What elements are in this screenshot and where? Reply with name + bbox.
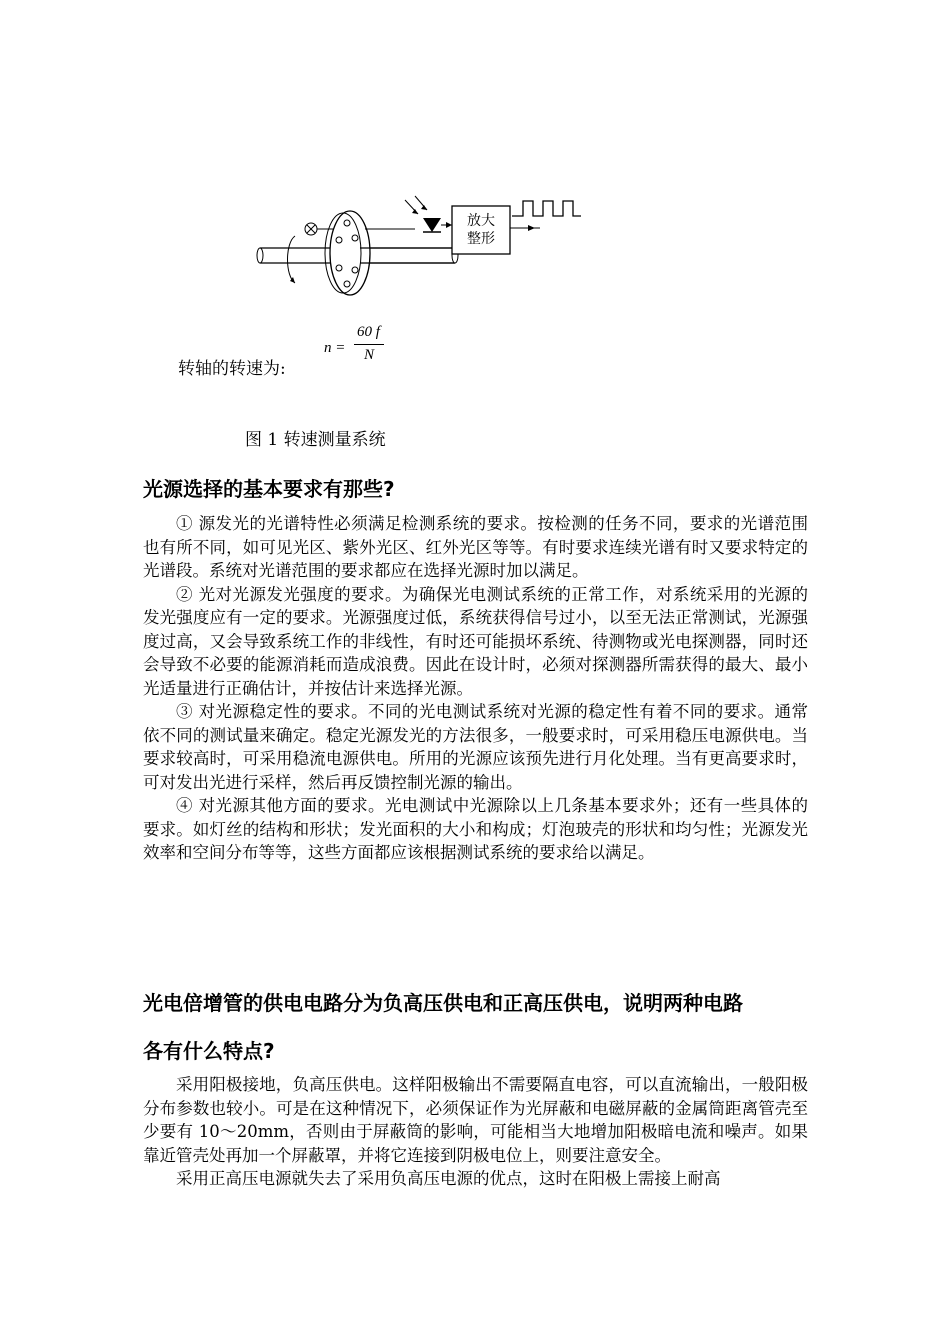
section1-paragraph: ④ 对光源其他方面的要求。光电测试中光源除以上几条基本要求外；还有一些具体的要求。如灯丝的结构和形状；发光面积的大小和构成；灯泡玻壳的形状和均匀性；光源发光效率和空间分布等等，这些方面都应该根据测试系统的要求给以满足。 [143, 796, 808, 862]
amplifier-label-1: 放大 [467, 213, 495, 229]
formula-fraction-bar [354, 344, 384, 345]
speed-formula [324, 322, 394, 372]
figure-caption: 图 1 转速测量系统 [245, 430, 386, 450]
pulse-waveform [512, 201, 581, 216]
formula-lhs: n = [324, 340, 346, 356]
speed-measurement-diagram [255, 188, 585, 306]
section1-body [143, 512, 808, 865]
formula-label: 转轴的转速为: [178, 359, 286, 379]
formula-numerator: 60 f [357, 324, 380, 340]
section2-paragraph: 采用阳极接地，负高压供电。这样阳极输出不需要隔直电容，可以直流输出，一般阳极分布参数也较小。可是在这种情况下，必须保证作为光屏蔽和电磁屏蔽的金属筒距离管壳至少要有 10～20mm，否则由于屏蔽筒的影响，可能相当大地增加阳极暗电流和噪声。如果靠近管壳处再加一个屏蔽罩，并将它连接到阴极电位上，则要注意安全。 [143, 1075, 808, 1165]
section1-paragraph: ① 源发光的光谱特性必须满足检测系统的要求。按检测的任务不同，要求的光谱范围也有所不同，如可见光区、紫外光区、红外光区等等。有时要求连续光谱有时又要求特定的光谱段。系统对光谱范围的要求都应在选择光源时加以满足。 [143, 514, 808, 580]
amplifier-label-2: 整形 [467, 231, 495, 247]
section2-heading-line1: 光电倍增管的供电电路分为负高压供电和正高压供电，说明两种电路 [143, 991, 743, 1015]
section1-heading: 光源选择的基本要求有那些? [143, 477, 395, 501]
shaft-end [257, 248, 263, 263]
section2-heading-line2: 各有什么特点? [143, 1039, 275, 1063]
section2-paragraph: 采用正高压电源就失去了采用负高压电源的优点，这时在阳极上需接上耐高 [176, 1169, 721, 1188]
photodiode-icon [423, 218, 441, 232]
formula-denominator: N [364, 347, 375, 363]
section2-body [143, 1073, 808, 1191]
rotation-arrow-icon [288, 236, 296, 283]
section1-paragraph: ③ 对光源稳定性的要求。不同的光电测试系统对光源的稳定性有着不同的要求。通常依不同的测试量来确定。稳定光源发光的方法很多，一般要求时，可采用稳压电源供电。当要求较高时，可采用稳流电源供电。所用的光源应该预先进行月化处理。当有更高要求时，可对发出光进行采样，然后再反馈控制光源的输出。 [143, 702, 808, 792]
section1-paragraph: ② 光对光源发光强度的要求。为确保光电测试系统的正常工作，对系统采用的光源的发光强度应有一定的要求。光源强度过低，系统获得信号过小，以至无法正常测试，光源强度过高，又会导致系统工作的非线性，有时还可能损坏系统、待测物或光电探测器，同时还会导致不必要的能源消耗而造成浪费。因此在设计时，必须对探测器所需获得的最大、最小光适量进行正确估计，并按估计来选择光源。 [143, 584, 808, 698]
